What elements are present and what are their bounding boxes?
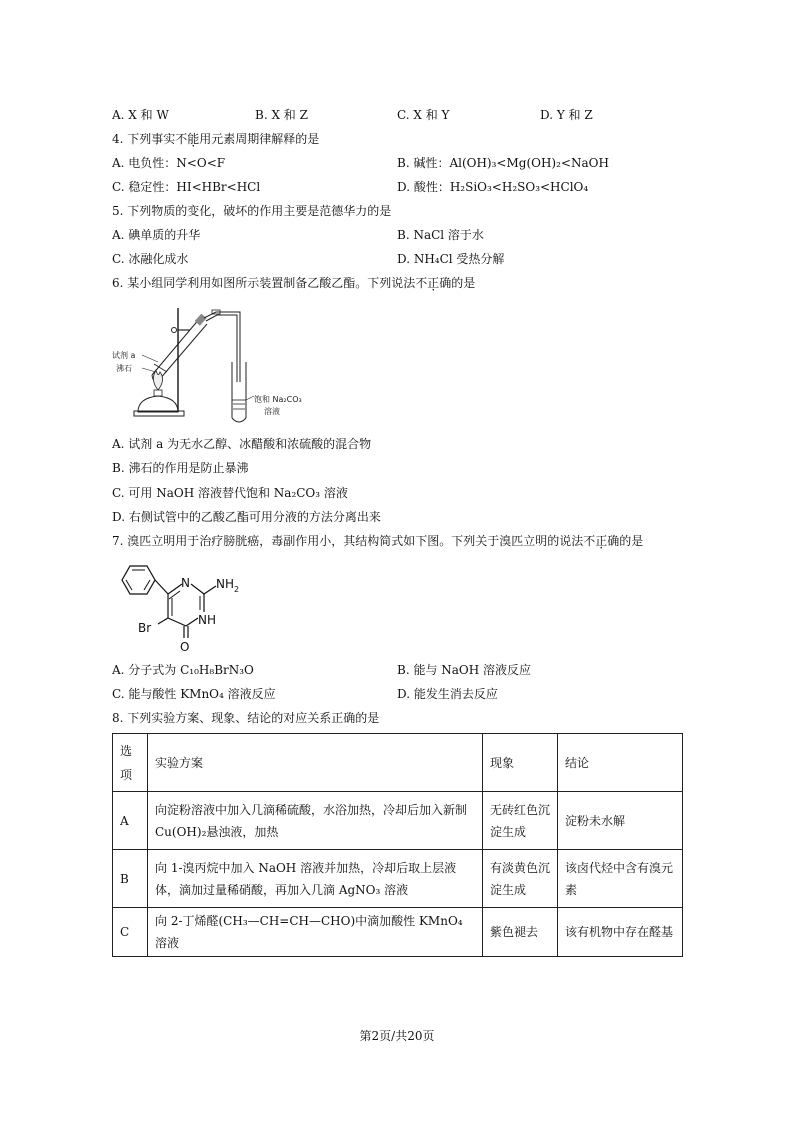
q7-emphasis: 不正确 (583, 534, 620, 548)
atom-nh2: $NH_2$ (216, 577, 240, 594)
q6-emphasis: 不正确 (415, 276, 452, 290)
atom-br: Br (138, 621, 152, 635)
q5-option-d: D. NH₄Cl 受热分解 (397, 252, 505, 266)
header-phenomenon: 现象 (483, 734, 558, 792)
header-conclusion: 结论 (558, 734, 683, 792)
q5-option-b: B. NaCl 溶于水 (397, 228, 484, 242)
experiment-table (112, 733, 683, 957)
label-boiling-stone: 沸石 (116, 364, 132, 373)
row-phenomenon: 无砖红色沉淀生成 (483, 792, 558, 850)
q7-option-a: A. 分子式为 C₁₀H₈BrN₃O (112, 663, 254, 677)
q3-option-c: C. X 和 Y (397, 108, 450, 122)
q5-option-c: C. 冰融化成水 (112, 252, 189, 266)
q6-option-d: D. 右侧试管中的乙酸乙酯可用分液的方法分离出来 (112, 510, 381, 524)
q4-option-d: D. 酸性：H₂SiO₃<H₂SO₃<HClO₄ (397, 180, 589, 194)
row-plan: 向淀粉溶液中加入几滴稀硫酸，水浴加热，冷却后加入新制Cu(OH)₂悬浊液，加热 (148, 792, 483, 850)
q4-option-a: A. 电负性：N<O<F (112, 156, 226, 170)
row-conclusion: 淀粉未水解 (558, 792, 683, 850)
q5-stem: 5. 下列物质的变化，破坏的作用主要是范德华力的是 (112, 204, 392, 218)
header-option: 选项 (113, 734, 148, 792)
label-solution: 溶液 (264, 407, 280, 416)
q8-stem: 8. 下列实验方案、现象、结论的对应关系正确的是 (112, 711, 380, 725)
q3-option-a: A. X 和 W (112, 108, 169, 122)
atom-n: N (181, 576, 190, 590)
q4-option-b: B. 碱性：Al(OH)₃<Mg(OH)₂<NaOH (397, 156, 609, 170)
table-row (113, 792, 683, 850)
bropirimine-structure (112, 556, 262, 656)
q6-option-c: C. 可用 NaOH 溶液替代饱和 Na₂CO₃ 溶液 (112, 486, 348, 500)
q6-option-b: B. 沸石的作用是防止暴沸 (112, 461, 249, 475)
alcohol-lamp (138, 370, 178, 412)
header-plan: 实验方案 (148, 734, 483, 792)
table-row (113, 908, 683, 957)
label-na2co3: 饱和 Na₂CO₃ (254, 395, 302, 404)
table-header-row (113, 734, 683, 792)
row-conclusion: 该有机物中存在醛基 (558, 908, 683, 957)
flame (153, 370, 162, 390)
q7-stem: 7. 溴匹立明用于治疗膀胱癌，毒副作用小，其结构简式如下图。下列关于溴匹立明的说法不正确的是 (112, 534, 644, 548)
row-option: C (113, 908, 148, 957)
page-footer: 第2页/共20页 (359, 1029, 435, 1043)
q4-stem: 4. 下列事实不能用元素周期律解释的是 (112, 132, 320, 146)
q3-option-d: D. Y 和 Z (540, 108, 593, 122)
pyrimidine-bond (168, 584, 182, 594)
ester-apparatus-figure (112, 300, 312, 426)
row-phenomenon: 紫色褪去 (483, 908, 558, 957)
q6-option-a: A. 试剂 a 为无水乙醇、冰醋酸和浓硫酸的混合物 (112, 437, 372, 451)
row-plan: 向 1-溴丙烷中加入 NaOH 溶液并加热，冷却后取上层液体，滴加过量稀硝酸，再加入几滴 AgNO₃ 溶液 (148, 850, 483, 908)
q4-emphasis: 能 (187, 132, 200, 146)
label-reagent-a: 试剂 a (112, 351, 136, 360)
row-option: A (113, 792, 148, 850)
collecting-test-tube (232, 362, 246, 422)
q4-option-c: C. 稳定性：HI<HBr<HCl (112, 180, 261, 194)
table-row (113, 850, 683, 908)
row-phenomenon: 有淡黄色沉淀生成 (483, 850, 558, 908)
row-conclusion: 该卤代烃中含有溴元素 (558, 850, 683, 908)
q6-stem: 6. 某小组同学利用如图所示装置制备乙酸乙酯。下列说法不正确的是 (112, 276, 476, 290)
atom-nh: NH (198, 613, 216, 627)
delivery-tube (204, 312, 240, 382)
q5-option-a: A. 碘单质的升华 (112, 228, 201, 242)
clamp-screw (172, 328, 177, 333)
stopper (195, 314, 207, 326)
atom-o: O (180, 640, 190, 654)
q3-option-b: B. X 和 Z (255, 108, 308, 122)
q7-option-c: C. 能与酸性 KMnO₄ 溶液反应 (112, 687, 276, 701)
q7-option-b: B. 能与 NaOH 溶液反应 (397, 663, 532, 677)
row-plan: 向 2-丁烯醛(CH₃—CH=CH—CHO)中滴加酸性 KMnO₄ 溶液 (148, 908, 483, 957)
row-option: B (113, 850, 148, 908)
q7-option-d: D. 能发生消去反应 (397, 687, 498, 701)
